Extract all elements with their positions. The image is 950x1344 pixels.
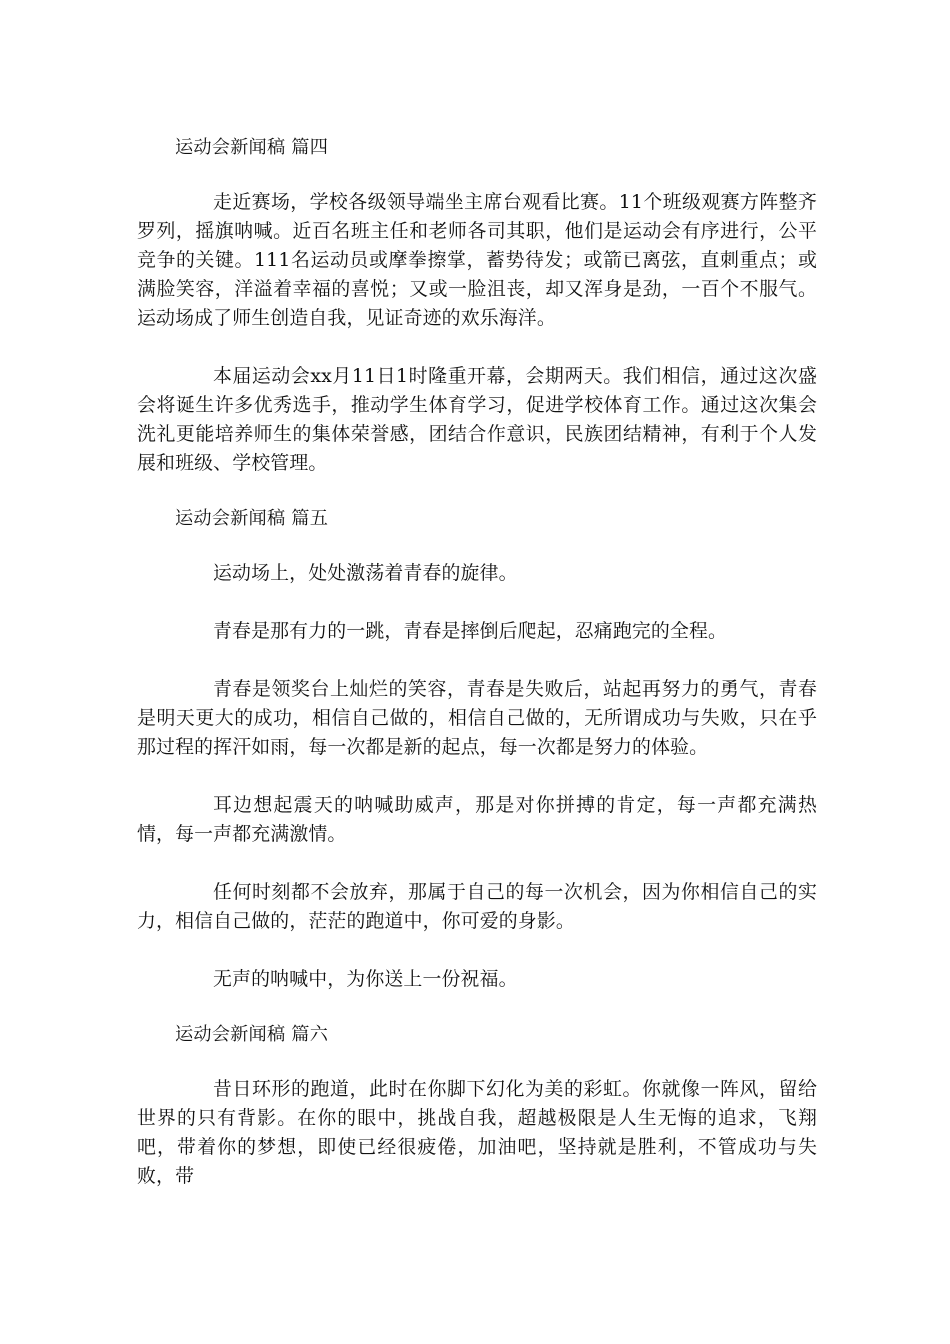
paragraph: 本届运动会xx月11日1时隆重开幕，会期两天。我们相信，通过这次盛会将诞生许多优秀选手，推动学生体育学习，促进学校体育工作。通过这次集会洗礼更能培养师生的集体荣誉感，团结合作意识，民族团结精神，有利于个人发展和班级、学校管理。 — [137, 365, 817, 474]
section-heading-6: 运动会新闻稿 篇六 — [175, 1024, 329, 1045]
paragraph: 运动场上，处处激荡着青春的旋律。 — [213, 562, 518, 584]
paragraph: 走近赛场，学校各级领导端坐主席台观看比赛。11个班级观赛方阵整齐罗列，摇旗呐喊。近百名班主任和老师各司其职，他们是运动会有序进行，公平竞争的关键。111名运动员或摩拳擦掌，蓄势待发；或箭已离弦，直刺重点；或满脸笑容，洋溢着幸福的喜悦；又或一脸沮丧，却又浑身是劲，一百个不服气。运动场成了师生创造自我，见证奇迹的欢乐海洋。 — [137, 191, 817, 329]
paragraph: 昔日环形的跑道，此时在你脚下幻化为美的彩虹。你就像一阵风，留给世界的只有背影。在你的眼中，挑战自我，超越极限是人生无悔的追求，飞翔吧，带着你的梦想，即使已经很疲倦，加油吧，坚持就是胜利，不管成功与失败，带 — [137, 1078, 817, 1187]
paragraph: 耳边想起震天的呐喊助威声，那是对你拼搏的肯定，每一声都充满热情，每一声都充满激情。 — [137, 794, 817, 845]
document-body — [137, 136, 817, 1191]
section-heading-4: 运动会新闻稿 篇四 — [175, 137, 329, 158]
paragraph: 无声的呐喊中，为你送上一份祝福。 — [213, 968, 518, 990]
paragraph: 青春是领奖台上灿烂的笑容，青春是失败后，站起再努力的勇气，青春是明天更大的成功，相信自己做的，相信自己做的，无所谓成功与失败，只在乎那过程的挥汗如雨，每一次都是新的起点，每一次都是努力的体验。 — [137, 678, 817, 758]
paragraph: 任何时刻都不会放弃，那属于自己的每一次机会，因为你相信自己的实力，相信自己做的，茫茫的跑道中，你可爱的身影。 — [137, 881, 817, 932]
section-heading-5: 运动会新闻稿 篇五 — [175, 508, 329, 529]
paragraph: 青春是那有力的一跳，青春是摔倒后爬起，忍痛跑完的全程。 — [213, 620, 728, 642]
